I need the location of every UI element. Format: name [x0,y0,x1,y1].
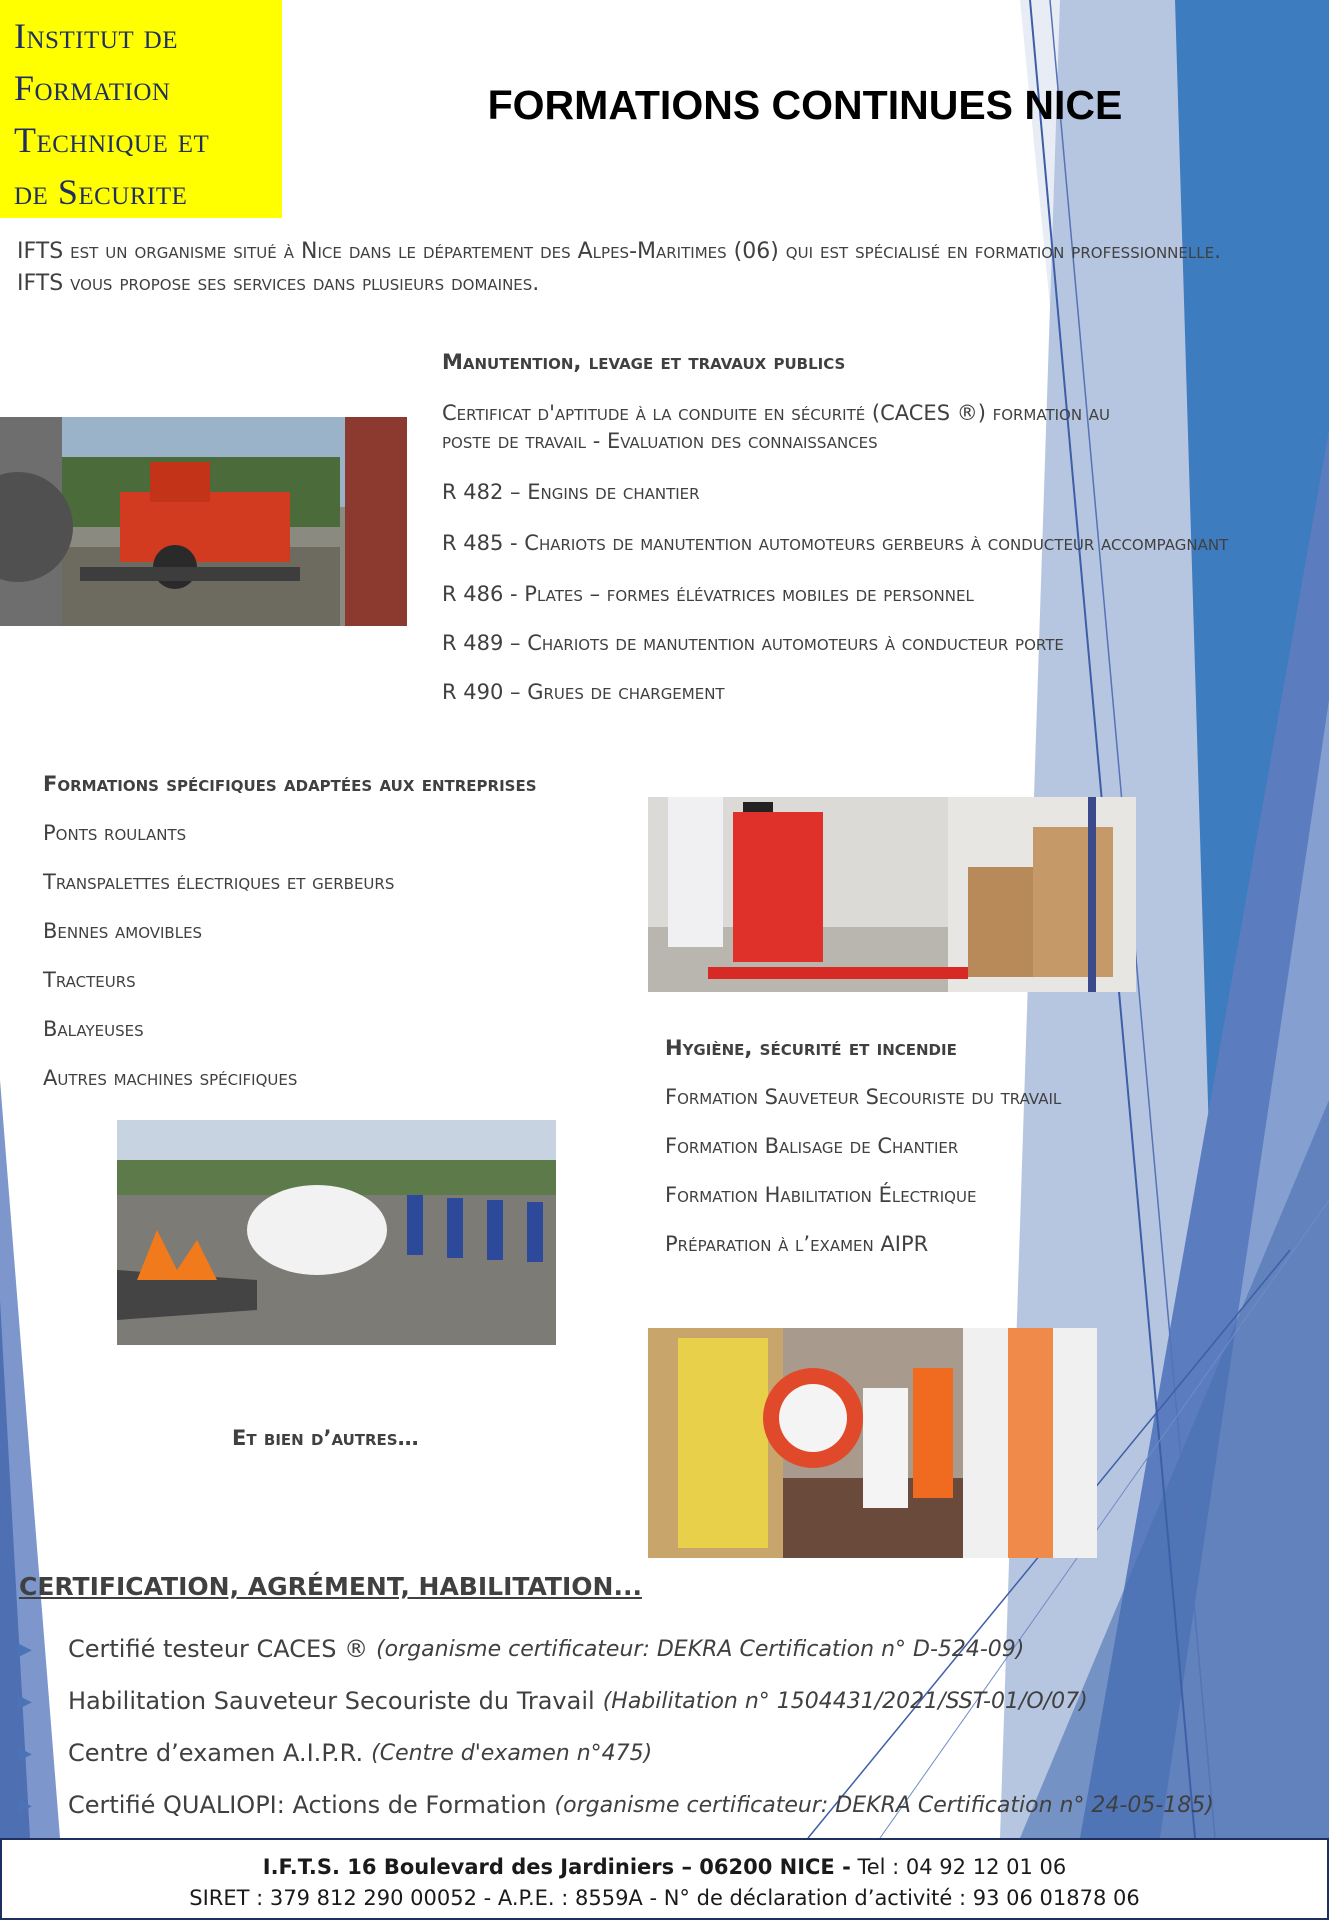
logo-line: Formation [14,68,171,108]
specifiques-item: Autres machines spécifiques [43,1066,298,1090]
manutention-item: R 482 – Engins de chantier [442,480,700,504]
specifiques-item: Tracteurs [43,968,136,992]
hygiene-heading: Hygiène, sécurité et incendie [665,1036,957,1060]
footer-siret-line: SIRET : 379 812 290 00052 - A.P.E. : 8559A - N° de déclaration d’activité : 93 06 01878 06 [189,1886,1140,1910]
certification-item [18,1727,1214,1779]
footer-phone: Tel : 04 92 12 01 06 [850,1855,1067,1879]
photo-forklift [648,797,1136,992]
et-bien-dautres-text: Et bien d’autres… [232,1426,419,1450]
certification-text: Habilitation Sauveteur Secouriste du Travail [68,1687,595,1715]
certification-note: (Habilitation n° 1504431/2021/SST-01/O/07) [602,1688,1088,1714]
specifiques-section [43,772,623,1115]
manutention-item: R 486 - Plates – formes élévatrices mobiles de personnel [442,582,974,606]
logo-line: Institut de [14,16,178,56]
certification-item [18,1779,1214,1831]
certification-heading: CERTIFICATION, AGRÉMENT, HABILITATION... [19,1572,642,1601]
specifiques-item: Ponts roulants [43,821,187,845]
hygiene-item: Formation Balisage de Chantier [665,1134,959,1158]
manutention-item: R 490 – Grues de chargement [442,680,725,704]
certification-list [18,1623,1214,1831]
certification-note: (organisme certificateur: DEKRA Certification n° 24-05-185) [554,1792,1214,1818]
logo-line: Technique et [14,120,210,160]
triangle-bullet-icon: ▶ [18,1690,32,1712]
intro-paragraph: IFTS est un organisme situé à Nice dans le département des Alpes-Maritimes (06) qui est spécialisé en formation professionnelle. IFTS vous propose ses services dans plusieurs domaines. [17,239,1222,296]
hygiene-item: Formation Sauveteur Secouriste du travail [665,1085,1062,1109]
manutention-heading: Manutention, levage et travaux publics [442,350,846,374]
hygiene-item: Formation Habilitation Électrique [665,1183,977,1207]
specifiques-item: Transpalettes électriques et gerbeurs [43,870,395,894]
specifiques-item: Bennes amovibles [43,919,203,943]
manutention-item: Certificat d'aptitude à la conduite en sécurité (CACES ®) formation au poste de travail - Evaluation des connaissances [442,401,1110,453]
certification-text: Centre d’examen A.I.P.R. [68,1739,364,1767]
triangle-bullet-icon: ▶ [18,1742,32,1764]
certification-text: Certifié testeur CACES ® [68,1635,369,1663]
hygiene-item: Préparation à l’examen AIPR [665,1232,929,1256]
photo-construction-machine [0,417,407,626]
hygiene-section [665,1036,1205,1281]
certification-item [18,1675,1214,1727]
specifiques-item: Balayeuses [43,1017,144,1041]
logo-line: de Securite [14,172,188,212]
triangle-bullet-icon: ▶ [18,1794,32,1816]
footer [0,1838,1329,1920]
page-title: FORMATIONS CONTINUES NICE [487,82,1123,128]
photo-road-signs [648,1328,1097,1558]
certification-note: (organisme certificateur: DEKRA Certification n° D-524-09) [376,1636,1025,1662]
manutention-section [442,350,1242,729]
footer-address-line [2,1852,1327,1883]
specifiques-heading: Formations spécifiques adaptées aux entreprises [43,772,537,796]
ifts-logo [0,0,282,218]
photo-fire-training [117,1120,556,1345]
manutention-item: R 489 – Chariots de manutention automoteurs à conducteur porte [442,631,1064,655]
certification-note: (Centre d'examen n°475) [371,1740,653,1766]
triangle-bullet-icon: ▶ [18,1638,32,1660]
manutention-item: R 485 - Chariots de manutention automoteurs gerbeurs à conducteur accompagnant [442,531,1229,555]
footer-address: I.F.T.S. 16 Boulevard des Jardiniers – 06200 NICE - [262,1855,851,1879]
certification-text: Certifié QUALIOPI: Actions de Formation [68,1791,547,1819]
certification-item [18,1623,1214,1675]
